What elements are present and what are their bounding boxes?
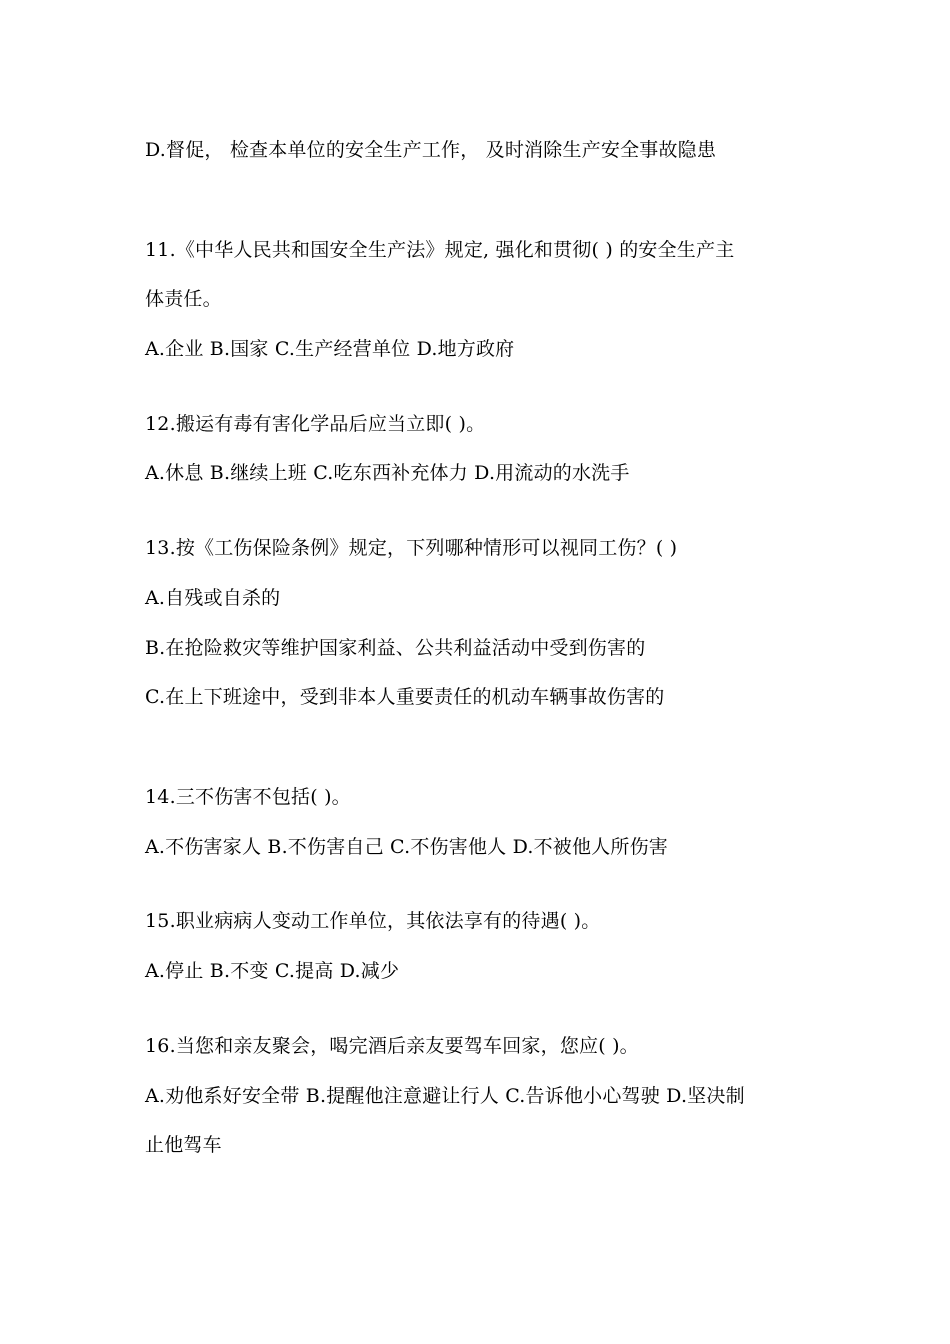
q16-options: A.劝他系好安全带 B.提醒他注意避让行人 C.告诉他小心驾驶 D.坚决制 [145,1085,745,1107]
q16-question: 16.当您和亲友聚会，喝完酒后亲友要驾车回家，您应( )。 [145,1035,639,1057]
q10-option-d: D.督促， 检查本单位的安全生产工作， 及时消除生产安全事故隐患 [145,139,717,161]
q13-question: 13.按《工伤保险条例》规定，下列哪种情形可以视同工伤？( ) [145,537,678,559]
q15-question: 15.职业病病人变动工作单位，其依法享有的待遇( )。 [145,910,601,932]
q16-options-cont: 止他驾车 [145,1134,222,1156]
q15-options: A.停止 B.不变 C.提高 D.减少 [145,960,400,982]
q13-option-c: C.在上下班途中，受到非本人重要责任的机动车辆事故伤害的 [145,686,665,708]
q14-options: A.不伤害家人 B.不伤害自己 C.不伤害他人 D.不被他人所伤害 [145,836,668,858]
q13-option-a: A.自残或自杀的 [145,587,281,609]
q12-question: 12.搬运有毒有害化学品后应当立即( )。 [145,413,486,435]
q14-question: 14.三不伤害不包括( )。 [145,786,351,808]
q11-question: 11.《中华人民共和国安全生产法》规定, 强化和贯彻( ) 的安全生产主 [145,239,735,261]
q13-option-b: B.在抢险救灾等维护国家利益、公共利益活动中受到伤害的 [145,637,646,659]
q11-question-cont: 体责任。 [145,288,222,310]
q12-options: A.休息 B.继续上班 C.吃东西补充体力 D.用流动的水洗手 [145,462,630,484]
q11-options: A.企业 B.国家 C.生产经营单位 D.地方政府 [145,338,515,360]
